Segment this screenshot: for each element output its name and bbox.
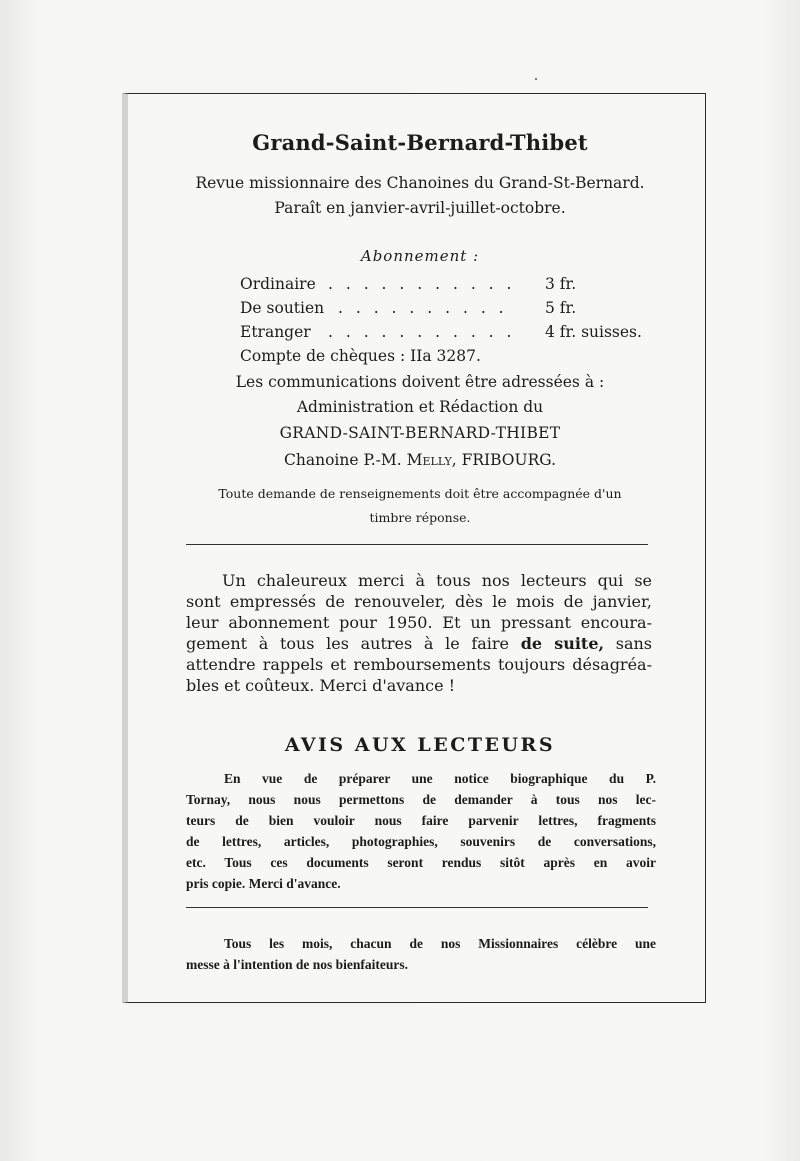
- contact-note-line-2: timbre réponse.: [369, 510, 471, 525]
- rate-label-etranger: Etranger: [240, 323, 311, 341]
- page-title: Grand-Saint-Bernard-Thibet: [252, 130, 588, 155]
- subtitle-line-1: Revue missionnaire des Chanoines du Grand-St-Bernard.: [195, 174, 645, 192]
- speck: [535, 78, 537, 80]
- rate-price-soutien: 5 fr.: [545, 299, 577, 317]
- notice-line: teurs de bien vouloir nous faire parvenir lettres, fragments: [186, 813, 656, 828]
- contact-line-2: GRAND-SAINT-BERNARD-THIBET: [279, 424, 561, 442]
- thanks-line: [186, 633, 652, 654]
- rate-price-ordinaire: 3 fr.: [545, 275, 577, 293]
- notice-line: pris copie. Merci d'avance.: [186, 876, 341, 891]
- rate-dots: . . . . . . . . . .: [338, 299, 508, 317]
- contact-name-line: [128, 451, 712, 469]
- notice-paragraph: [186, 768, 656, 894]
- mass-paragraph: [186, 933, 656, 975]
- thanks-line: leur abonnement pour 1950. Et un pressant encoura-: [186, 613, 652, 632]
- contact-name: Melly: [406, 451, 452, 469]
- notice-heading: AVIS AUX LECTEURS: [284, 734, 556, 756]
- subtitle-line-2: Paraît en janvier-avril-juillet-octobre.: [274, 199, 566, 217]
- contact-name-prefix: Chanoine P.-M.: [284, 451, 402, 469]
- thanks-line-text: gement à tous les autres à le faire: [186, 634, 510, 653]
- rate-price-etranger: 4 fr. suisses.: [545, 323, 642, 341]
- document-frame: [122, 93, 706, 1003]
- thanks-line: Un chaleureux merci à tous nos lecteurs qui se: [222, 571, 652, 590]
- subscription-heading: Abonnement :: [360, 247, 480, 265]
- contact-note-line-1: Toute demande de renseignements doit être accompagnée d'un: [218, 486, 622, 501]
- rate-dots: . . . . . . . . . . .: [328, 275, 516, 293]
- contact-city: , FRIBOURG.: [451, 451, 556, 469]
- thanks-line: attendre rappels et remboursements toujours désagréa-: [186, 655, 652, 674]
- thanks-line: sont empressés de renouveler, dès le mois de janvier,: [186, 592, 652, 611]
- contact-intro: Les communications doivent être adressées à :: [235, 373, 605, 391]
- rate-label-soutien: De soutien: [240, 299, 325, 317]
- cheque-account: Compte de chèques : IIa 3287.: [240, 347, 481, 365]
- thanks-paragraph: [186, 570, 652, 696]
- thanks-line-after: sans: [615, 634, 653, 653]
- contact-line-1: Administration et Rédaction du: [296, 398, 544, 416]
- rate-label-ordinaire: Ordinaire: [240, 275, 316, 293]
- mass-line: Tous les mois, chacun de nos Missionnaires célèbre une: [224, 936, 656, 951]
- notice-line: En vue de préparer une notice biographique du P.: [224, 771, 656, 786]
- thanks-line: bles et coûteux. Merci d'avance !: [186, 676, 456, 695]
- mass-line: messe à l'intention de nos bienfaiteurs.: [186, 957, 409, 972]
- rate-dots: . . . . . . . . . . .: [328, 323, 516, 341]
- notice-line: Tornay, nous nous permettons de demander à tous nos lec-: [186, 792, 656, 807]
- notice-line: etc. Tous ces documents seront rendus sitôt après en avoir: [186, 855, 656, 870]
- divider: [186, 907, 648, 908]
- thanks-bold-phrase: de suite,: [520, 634, 605, 653]
- notice-line: de lettres, articles, photographies, souvenirs de conversations,: [186, 834, 656, 849]
- divider: [186, 544, 648, 545]
